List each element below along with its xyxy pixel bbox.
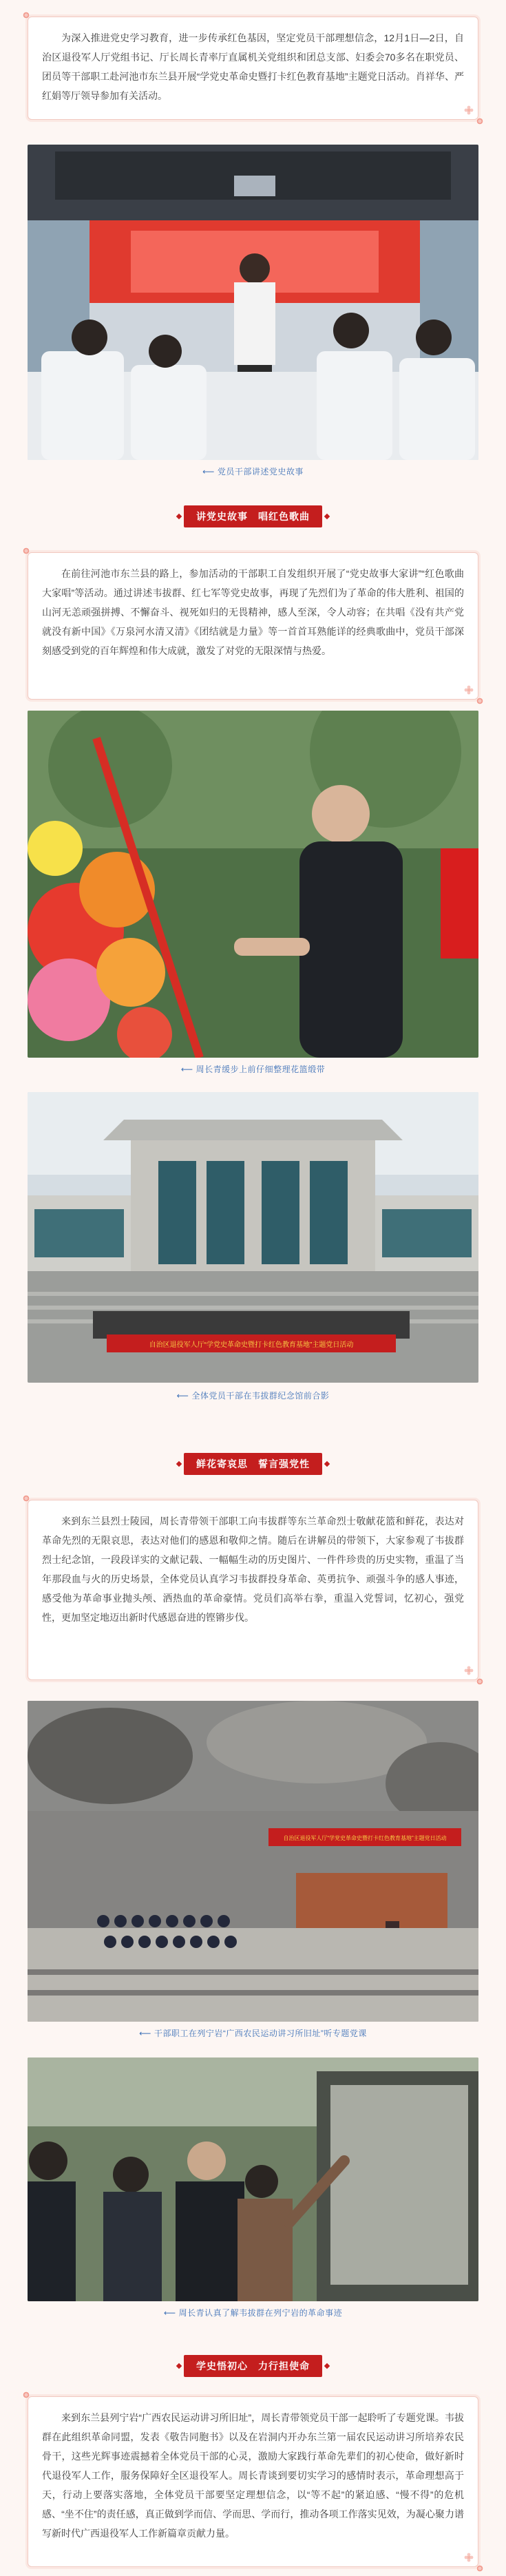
section3-heading bbox=[0, 2355, 506, 2377]
photo4-caption-text: 干部职工在列宁岩“广西农民运动讲习所旧址”听专题党课 bbox=[154, 2029, 367, 2038]
section3-textbox bbox=[28, 2396, 478, 2567]
photo3-caption bbox=[28, 1390, 478, 1401]
section1-textbox bbox=[28, 552, 478, 700]
arrow-icon: ⟵ bbox=[202, 467, 215, 477]
intro-text: 为深入推进党史学习教育，进一步传承红色基因，坚定党员干部理想信念，12月1日—2日，自治区退役军人厅党组书记、厅长周长青率厅直属机关党组织和团总支部、妇委会70多名在职党员、团员等干部职工赴河池市东兰县开展“学党史革命史暨打卡红色教育基地”主题党日活动。肖祥华、严红娟等厅领导参加有关活动。 bbox=[42, 32, 464, 101]
arrow-icon: ⟵ bbox=[163, 2308, 176, 2318]
photo1-caption bbox=[28, 465, 478, 477]
arrow-icon: ⟵ bbox=[176, 1391, 189, 1401]
photo2-caption-text: 周长青缓步上前仔细整理花篮缎带 bbox=[196, 1065, 326, 1074]
bus-scene-image bbox=[28, 145, 478, 460]
photo-flower-basket bbox=[28, 711, 478, 1058]
arrow-icon: ⟵ bbox=[180, 1065, 193, 1074]
lenin-cave-image bbox=[28, 2057, 478, 2301]
photo3-caption-text: 全体党员干部在韦拔群纪念馆前合影 bbox=[191, 1391, 330, 1401]
section2-text: 来到东兰县烈士陵园，周长青带领干部职工向韦拔群等东兰革命烈士敬献花篮和鲜花，表达对革命先烈的无限哀思，表达对他们的感恩和敬仰之情。随后在讲解员的带领下，大家参观了韦拔群烈士纪念馆，一段段详实的文献记载、一幅幅生动的历史图片、一件件珍贵的历史实物，重温了当年那段血与火的历史场景，全体党员认真学习韦拔群投身革命、英勇抗争、顽强斗争的感人事迹，感受他为革命事业抛头颅、洒热血的革命豪情。党员们高举右拳，重温入党誓词，忆初心，强党性，更加坚定地迈出新时代感恩奋进的铿锵步伐。 bbox=[42, 1516, 464, 1623]
photo-cave-lecture bbox=[28, 1701, 478, 2022]
photo4-caption bbox=[28, 2027, 478, 2039]
memorial-building-image bbox=[28, 1092, 478, 1383]
section2-heading-label: 鲜花寄哀思 誓言强党性 bbox=[184, 1453, 322, 1475]
section3-heading-label: 学史悟初心 力行担使命 bbox=[184, 2355, 322, 2377]
memorial-banner-text: 自治区退役军人厅“学党史革命史暨打卡红色教育基地”主题党日活动 bbox=[149, 1341, 354, 1349]
section3-text: 来到东兰县列宁岩“广西农民运动讲习所旧址”，周长青带领党员干部一起聆听了专题党课。韦拔群在此组织革命同盟，发表《敬告同胞书》以及在岩洞内开办东兰第一届农民运动讲习所培养农民骨干，这些光辉事迹震撼着全体党员干部的心灵，激励大家践行革命先辈们的初心使命，做好新时代退役军人工作，服务保障好全区退役军人。周长青谈到要切实学习的感情时表示，革命理想高于天，行动上要落实落地，全体党员干部要坚定理想信念，以“等不起”的紧迫感、“慢不得”的危机感、“坐不住”的责任感，真正做到学而信、学而思、学而行，推动各项工作落实见效，为凝心聚力谱写新时代广西退役军人工作新篇章贡献力量。 bbox=[42, 2412, 464, 2539]
photo5-caption-text: 周长青认真了解韦拔群在列宁岩的革命事迹 bbox=[178, 2308, 343, 2318]
section2-textbox bbox=[28, 1500, 478, 1680]
intro-textbox bbox=[28, 17, 478, 120]
arrow-icon: ⟵ bbox=[139, 2029, 151, 2038]
photo2-caption bbox=[28, 1063, 478, 1075]
photo-bus-party-history-story bbox=[28, 145, 478, 460]
section1-heading-label: 讲党史故事 唱红色歌曲 bbox=[184, 505, 322, 527]
section1-heading bbox=[0, 505, 506, 527]
cave-banner-text: 自治区退役军人厅“学党史革命史暨打卡红色教育基地”主题党日活动 bbox=[283, 1835, 447, 1841]
section1-text: 在前往河池市东兰县的路上，参加活动的干部职工自发组织开展了“党史故事大家讲”“红色歌曲大家唱”等活动。通过讲述韦拔群、红七军等党史故事，再现了先烈们为了革命的伟大胜利、祖国的山河无恙顽强拼搏、不懈奋斗、视死如归的无畏精神，感人至深，令人动容；在共唱《没有共产党就没有新中国》《万泉河水清又清》《团结就是力量》等一首首耳熟能详的经典歌曲中，党员干部深刻感受到党的百年辉煌和伟大成就，激发了对党的无限深情与热爱。 bbox=[42, 568, 464, 656]
photo-memorial-group bbox=[28, 1092, 478, 1383]
flower-icon bbox=[464, 685, 474, 695]
photo5-caption bbox=[28, 2307, 478, 2318]
photo1-caption-text: 党员干部讲述党史故事 bbox=[217, 467, 304, 477]
flower-icon bbox=[464, 105, 474, 115]
flower-icon bbox=[464, 2553, 474, 2562]
flower-icon bbox=[464, 1666, 474, 1675]
photo-lenin-cave-exhibit bbox=[28, 2057, 478, 2301]
section2-heading bbox=[0, 1453, 506, 1475]
cave-lecture-image bbox=[28, 1701, 478, 2022]
flower-basket-image bbox=[28, 711, 478, 1058]
